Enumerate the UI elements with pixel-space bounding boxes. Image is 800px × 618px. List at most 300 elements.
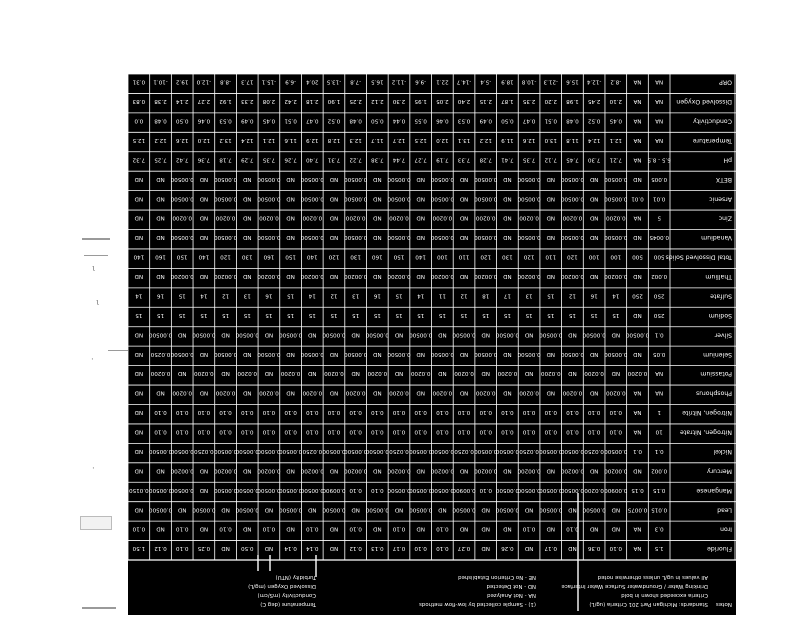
table-cell: 0.00500 xyxy=(213,486,238,493)
table-cell: 7.42 xyxy=(175,156,189,163)
table-cell: 7.30 xyxy=(587,156,601,163)
table-cell: 12.0 xyxy=(197,136,211,143)
table-cell: 0.00500 xyxy=(344,175,368,182)
table-cell: ND xyxy=(134,467,144,474)
table-cell: 0.00500 xyxy=(213,175,238,182)
table-cell: 150 xyxy=(285,253,296,260)
table-cell: 7.25 xyxy=(154,156,167,163)
table-cell: 11.9 xyxy=(501,136,514,143)
table-cell: 0.00500 xyxy=(430,195,454,202)
table-cell: 0.00500 xyxy=(539,486,563,493)
table-cell: 0.00500 xyxy=(170,486,194,493)
table-cell: 0.00200 xyxy=(213,467,238,474)
table-cell: 0.00200 xyxy=(474,273,498,280)
table-cell: 0.00500 xyxy=(170,175,194,182)
header-note-line: Drinking Water / Groundwater Surface Water Interface xyxy=(561,583,708,589)
table-cell: 150 xyxy=(176,253,188,260)
table-row xyxy=(135,448,732,455)
table-cell: ND xyxy=(329,175,339,182)
table-cell: 15 xyxy=(438,311,446,318)
table-cell: 0.44 xyxy=(392,117,406,124)
table-cell: 0.48 xyxy=(154,117,167,124)
table-cell: 16 xyxy=(373,292,381,299)
table-cell: 0.3 xyxy=(654,525,664,532)
table-cell: 0.005 xyxy=(651,175,668,182)
table-cell: 0.00500 xyxy=(495,331,519,338)
table-cell: 0.0 xyxy=(134,117,144,124)
table-cell: 7.44 xyxy=(392,156,406,163)
table-cell: ND xyxy=(589,273,599,280)
table-cell: ND xyxy=(242,525,252,532)
table-cell: ND xyxy=(351,506,360,513)
table-cell: 0.00500 xyxy=(387,195,411,202)
table-cell: 0.0200 xyxy=(584,370,604,377)
table-cell: 0.10 xyxy=(197,428,211,435)
table-cell: 100 xyxy=(437,253,448,260)
table-cell: 0.10 xyxy=(349,525,362,532)
table-cell: 0.00500 xyxy=(560,486,585,493)
table-cell: 0.00500 xyxy=(213,234,238,241)
table-cell: 10 xyxy=(655,428,663,435)
table-cell: 22.1 xyxy=(436,78,449,85)
table-cell: ND xyxy=(459,195,469,202)
table-cell: ND xyxy=(156,234,165,241)
table-cell: 15 xyxy=(243,311,251,318)
notes-label: Notes xyxy=(715,601,732,607)
table-cell: 0.15 xyxy=(631,486,644,493)
table-cell: 15 xyxy=(612,311,620,318)
table-cell: ND xyxy=(633,234,642,241)
table-cell: ND xyxy=(546,525,556,532)
table-cell: 15 xyxy=(287,292,295,299)
table-cell: 12.4 xyxy=(241,136,254,143)
table-cell: 0.00500 xyxy=(495,486,519,493)
table-cell: 18.9 xyxy=(501,78,514,85)
table-cell: 7.33 xyxy=(457,156,471,163)
table-cell: NA xyxy=(655,117,664,124)
table-cell: ND xyxy=(503,234,512,241)
table-cell: 12 xyxy=(460,292,468,299)
row-label: Fluoride xyxy=(707,545,732,553)
table-cell: 11.6 xyxy=(284,136,297,143)
table-cell: NA xyxy=(633,545,642,552)
table-cell: 15 xyxy=(330,311,338,318)
table-cell: 12.7 xyxy=(392,136,406,143)
table-cell: 0.00500 xyxy=(474,350,498,357)
table-cell: 0.10 xyxy=(501,409,514,416)
row-label: Lead xyxy=(717,506,732,514)
table-cell: 15 xyxy=(395,311,403,318)
table-cell: 120 xyxy=(220,253,231,260)
table-cell: ND xyxy=(242,175,252,182)
table-cell: 0.00500 xyxy=(452,331,476,338)
table-cell: 0.0150 xyxy=(129,486,149,493)
table-cell: ND xyxy=(416,525,425,532)
table-cell: 0.0200 xyxy=(194,370,214,377)
row-label: Selenium xyxy=(703,350,732,358)
table-cell: 0.26 xyxy=(501,545,514,552)
table-cell: 0.10 xyxy=(154,428,167,435)
table-cell: -15.1 xyxy=(261,78,277,85)
table-cell: 0.10 xyxy=(241,428,254,435)
table-cell: 0.31 xyxy=(132,78,146,85)
table-cell: ND xyxy=(589,214,599,221)
table-cell: 0.10 xyxy=(501,428,514,435)
table-cell: ND xyxy=(416,234,425,241)
table-cell: 0.0200 xyxy=(519,389,539,396)
table-cell: 0.00200 xyxy=(474,467,498,474)
table-cell: 1.5 xyxy=(654,545,664,552)
header-note-line: NE - No Criterion Established xyxy=(458,574,536,580)
table-cell: 0.0200 xyxy=(562,389,583,396)
table-row xyxy=(135,234,732,241)
table-cell: NA xyxy=(655,78,664,85)
table-cell: ND xyxy=(589,525,599,532)
table-cell: 0.14 xyxy=(284,545,297,552)
table-cell: ND xyxy=(546,273,556,280)
table-row xyxy=(135,390,732,397)
table-cell: 12.4 xyxy=(587,136,601,143)
table-cell: ND xyxy=(134,214,144,221)
table-cell: 0.0200 xyxy=(345,214,366,221)
table-cell: 160 xyxy=(263,253,275,260)
table-cell: ND xyxy=(199,195,209,202)
table-cell: 0.12 xyxy=(349,545,362,552)
table-cell: ND xyxy=(589,389,599,396)
header-note-line: Dissolved Oxygen (mg/L) xyxy=(248,583,316,589)
table-cell: 0.0200 xyxy=(519,214,539,221)
table-cell: 0.52 xyxy=(587,117,601,124)
table-cell: 0.00500 xyxy=(560,234,585,241)
table-cell: 15 xyxy=(525,311,533,318)
table-cell: 0.53 xyxy=(219,117,232,124)
table-cell: -12.0 xyxy=(196,78,212,85)
table-cell: 110 xyxy=(545,253,557,260)
table-cell: 14 xyxy=(612,292,620,299)
table-cell: 0.0200 xyxy=(150,370,171,377)
table-cell: ND xyxy=(589,467,599,474)
table-cell: -13.5 xyxy=(326,78,342,85)
table-cell: -14.7 xyxy=(456,78,472,85)
table-cell: 0.48 xyxy=(566,117,579,124)
table-cell: 15 xyxy=(308,311,316,318)
table-cell: ND xyxy=(459,273,469,280)
table-cell: 0.00200 xyxy=(387,467,411,474)
table-cell: 0.00200 xyxy=(430,273,454,280)
table-cell: 0.10 xyxy=(436,545,449,552)
table-cell: ND xyxy=(524,331,534,338)
table-cell: 0.10 xyxy=(479,486,492,493)
table-cell: 2.35 xyxy=(522,98,536,105)
table-cell: ND xyxy=(589,175,599,182)
table-cell: 12.1 xyxy=(609,136,623,143)
table-cell: 15 xyxy=(568,311,577,318)
table-cell: 2.15 xyxy=(479,98,492,105)
table-cell: 7.36 xyxy=(197,156,211,163)
row-label: Mercury xyxy=(706,467,732,475)
row-label: Manganese xyxy=(696,486,732,494)
table-cell: ND xyxy=(438,331,447,338)
table-cell: ND xyxy=(373,234,382,241)
table-cell: 0.49 xyxy=(241,117,254,124)
table-cell: 0.00500 xyxy=(495,506,519,513)
table-cell: 0.00500 xyxy=(430,447,454,454)
table-cell: ND xyxy=(633,350,642,357)
table-cell: ND xyxy=(503,389,512,396)
table-cell: 0.0200 xyxy=(172,214,192,221)
table-cell: 7.18 xyxy=(219,156,232,163)
row-label: Potassium xyxy=(700,370,732,378)
table-cell: 0.0200 xyxy=(367,370,388,377)
table-cell: 0.0200 xyxy=(215,389,236,396)
table-cell: 14 xyxy=(135,292,143,299)
table-cell: 0.00500 xyxy=(279,506,303,513)
table-cell: ND xyxy=(286,467,295,474)
table-cell: 0.55 xyxy=(414,117,427,124)
table-cell: 0.0200 xyxy=(237,370,258,377)
table-cell: NA xyxy=(633,389,642,396)
table-cell: 12.8 xyxy=(327,136,341,143)
table-cell: 15 xyxy=(547,292,555,299)
table-cell: ND xyxy=(351,370,360,377)
table-cell: 0.00500 xyxy=(430,175,454,182)
margin-rule xyxy=(108,350,128,351)
table-cell: 0.10 xyxy=(306,428,319,435)
table-cell: ND xyxy=(546,214,556,221)
table-cell: 0.45 xyxy=(609,117,623,124)
table-cell: 0.01 xyxy=(652,195,666,202)
table-cell: 100 xyxy=(610,253,622,260)
table-cell: ND xyxy=(134,506,144,513)
table-cell: ND xyxy=(156,467,165,474)
table-cell: 0.00500 xyxy=(192,331,216,338)
table-cell: 0.00500 xyxy=(213,195,238,202)
table-cell: 0.00500 xyxy=(170,350,194,357)
table-cell: 140 xyxy=(133,253,145,260)
row-label: Zinc xyxy=(718,214,732,222)
table-cell: 0.0200 xyxy=(302,214,323,221)
row-label: Phosphorus xyxy=(696,389,732,397)
table-cell: 12.0 xyxy=(436,136,449,143)
table-cell: NA xyxy=(655,136,664,143)
table-cell: 1.50 xyxy=(132,545,146,552)
table-cell: -11.2 xyxy=(391,78,407,85)
table-cell: 0.0200 xyxy=(606,214,626,221)
table-cell: 0.10 xyxy=(414,428,427,435)
margin-rule xyxy=(84,255,108,256)
table-cell: ND xyxy=(221,545,230,552)
table-cell: 0.0250 xyxy=(519,447,539,454)
table-cell: 0.00500 xyxy=(604,195,628,202)
table-cell: 0.52 xyxy=(327,117,341,124)
table-cell: 0.0200 xyxy=(584,486,604,493)
table-cell: ND xyxy=(134,331,144,338)
table-cell: 0.10 xyxy=(262,525,276,532)
table-cell: ND xyxy=(286,525,295,532)
table-cell: 0.002 xyxy=(651,273,668,280)
table-cell: 12 xyxy=(221,292,230,299)
table-cell: 0.00500 xyxy=(582,331,606,338)
table-cell: 11.8 xyxy=(566,136,579,143)
table-cell: 15 xyxy=(200,311,208,318)
table-cell: 0.0200 xyxy=(324,370,344,377)
table-cell: 11 xyxy=(438,292,446,299)
header-note-line: Temperature (deg C) xyxy=(260,601,316,607)
table-cell: 150 xyxy=(393,253,405,260)
row-label: Arsenic xyxy=(709,195,732,203)
table-cell: 250 xyxy=(632,292,643,299)
table-cell: -21.3 xyxy=(543,78,559,85)
table-cell: ND xyxy=(242,214,252,221)
table-cell: 14 xyxy=(417,292,425,299)
table-cell: ND xyxy=(546,175,556,182)
table-cell: 0.50 xyxy=(501,117,514,124)
table-cell: ND xyxy=(459,389,469,396)
table-cell: 0.25 xyxy=(197,545,211,552)
table-cell: NA xyxy=(655,389,664,396)
table-cell: 0.0200 xyxy=(345,389,366,396)
table-cell: 15 xyxy=(460,311,468,318)
table-cell: ND xyxy=(394,506,404,513)
table-cell: ND xyxy=(199,234,209,241)
table-cell: 0.0200 xyxy=(280,370,301,377)
table-cell: 0.01 xyxy=(631,195,644,202)
table-cell: ND xyxy=(308,370,317,377)
table-cell: 0.10 xyxy=(349,428,362,435)
table-cell: ND xyxy=(481,506,490,513)
table-cell: 12.1 xyxy=(262,136,276,143)
table-cell: ND xyxy=(373,389,382,396)
table-cell: ND xyxy=(568,370,577,377)
table-cell: ND xyxy=(329,525,339,532)
table-cell: 2.33 xyxy=(241,98,254,105)
table-cell: 2.38 xyxy=(154,98,167,105)
table-cell: -7.8 xyxy=(350,78,362,85)
table-cell: ND xyxy=(546,389,556,396)
table-cell: ND xyxy=(459,467,469,474)
table-cell: ND xyxy=(134,273,144,280)
table-cell: 13.1 xyxy=(457,136,471,143)
table-cell: 0.10 xyxy=(457,409,471,416)
table-cell: NA xyxy=(633,117,642,124)
table-cell: ND xyxy=(286,175,295,182)
table-cell: ND xyxy=(134,195,144,202)
table-cell: 0.10 xyxy=(479,428,492,435)
table-cell: 0.1 xyxy=(633,447,642,454)
table-cell: NA xyxy=(633,156,642,163)
table-cell: -8.2 xyxy=(610,78,622,85)
table-cell: 0.0200 xyxy=(627,370,648,377)
table-cell: 0.00500 xyxy=(279,331,303,338)
table-cell: 130 xyxy=(350,253,361,260)
table-cell: 0.00500 xyxy=(452,506,476,513)
table-cell: 6.5 - 8.5 xyxy=(647,156,671,163)
table-cell: 100 xyxy=(588,253,600,260)
table-cell: 14 xyxy=(200,292,208,299)
table-cell: 1 xyxy=(657,409,661,416)
table-cell: ND xyxy=(481,525,490,532)
table-cell: 0.13 xyxy=(371,545,384,552)
table-cell: 0.00500 xyxy=(300,175,324,182)
table-cell: 0.10 xyxy=(414,409,427,416)
table-cell: 12.5 xyxy=(132,136,146,143)
table-cell: 120 xyxy=(523,253,535,260)
table-cell: ND xyxy=(524,370,534,377)
table-cell: 17.3 xyxy=(241,78,254,85)
document-page xyxy=(128,74,736,615)
table-cell: ND xyxy=(503,273,512,280)
table-cell: ND xyxy=(242,273,252,280)
table-cell: 15 xyxy=(352,311,360,318)
table-cell: 0.00500 xyxy=(257,350,281,357)
table-cell: NA xyxy=(655,370,664,377)
table-cell: 2.14 xyxy=(175,98,189,105)
table-cell: 0.00500 xyxy=(430,486,454,493)
margin-rule xyxy=(82,238,110,240)
table-cell: 0.0250 xyxy=(302,447,323,454)
row-label: Temperature xyxy=(692,136,732,144)
table-cell: 0.10 xyxy=(392,525,406,532)
table-cell: ND xyxy=(156,273,165,280)
table-cell: ND xyxy=(199,214,209,221)
table-cell: 0.00200 xyxy=(344,273,368,280)
table-cell: 500 xyxy=(653,253,665,260)
table-cell: 0.10 xyxy=(262,428,276,435)
table-cell: 0.10 xyxy=(241,409,254,416)
table-cell: 0.0200 xyxy=(259,214,279,221)
table-cell: 0.00500 xyxy=(279,486,303,493)
table-cell: 0.0200 xyxy=(215,214,236,221)
table-cell: 0.10 xyxy=(175,428,189,435)
table-cell: 0.10 xyxy=(306,525,319,532)
table-cell: ND xyxy=(481,331,490,338)
table-cell: ND xyxy=(134,234,144,241)
table-cell: 120 xyxy=(480,253,492,260)
table-cell: 0.00500 xyxy=(257,234,281,241)
table-cell: 0.00500 xyxy=(344,447,368,454)
table-cell: ND xyxy=(611,506,621,513)
table-cell: 12.5 xyxy=(414,136,427,143)
table-cell: 0.50 xyxy=(241,545,254,552)
table-cell: 0.10 xyxy=(522,409,536,416)
table-cell: ND xyxy=(199,467,209,474)
table-row xyxy=(129,487,732,494)
table-cell: 0.10 xyxy=(327,428,341,435)
page-ink-background xyxy=(128,74,736,615)
table-cell: 0.10 xyxy=(392,428,406,435)
table-cell: ND xyxy=(416,195,425,202)
table-cell: 0.46 xyxy=(197,117,211,124)
table-cell: ND xyxy=(286,350,295,357)
table-cell: ND xyxy=(459,525,469,532)
table-cell: ND xyxy=(242,389,252,396)
table-cell: 0.10 xyxy=(262,409,276,416)
table-cell: 0.10 xyxy=(414,545,427,552)
table-cell: ND xyxy=(459,214,469,221)
table-cell: 2.27 xyxy=(197,98,211,105)
table-cell: 18 xyxy=(482,292,490,299)
table-cell: 2.08 xyxy=(262,98,276,105)
table-cell: 0.48 xyxy=(349,117,362,124)
table-cell: ND xyxy=(633,311,642,318)
table-cell: ND xyxy=(373,214,382,221)
table-cell: ND xyxy=(503,195,512,202)
table-cell: 12.6 xyxy=(522,136,536,143)
table-cell: ND xyxy=(134,350,144,357)
table-cell: 0.10 xyxy=(436,525,449,532)
table-cell: 0.00500 xyxy=(257,486,281,493)
table-cell: 0.00500 xyxy=(365,447,389,454)
